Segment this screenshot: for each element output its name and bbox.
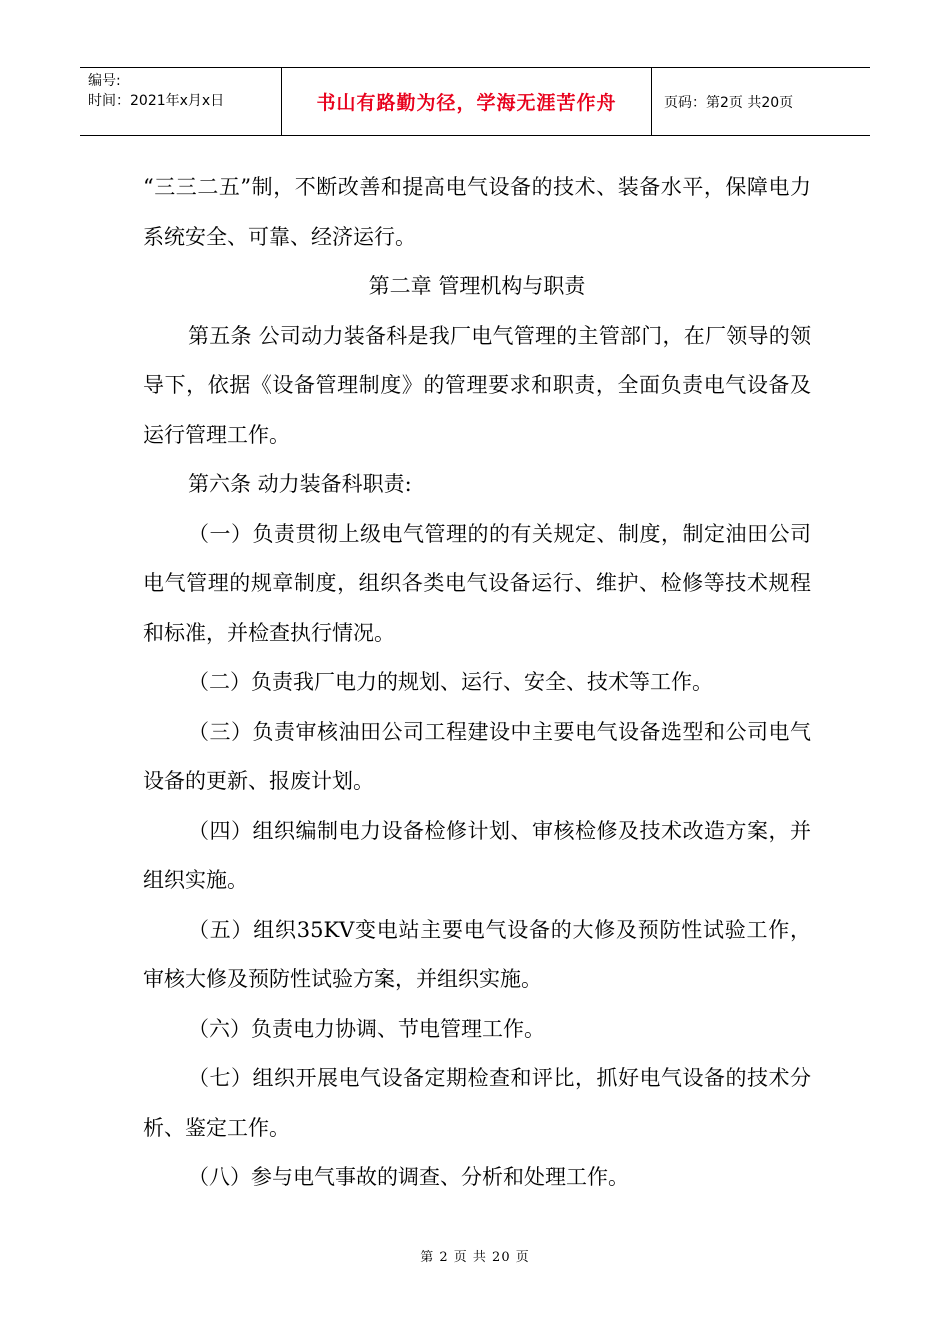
header-page-cell <box>652 68 870 135</box>
serial-number-label: 编号: <box>88 73 121 89</box>
motto-text: 书山有路勤为径，学海无涯苦作舟 <box>316 92 617 114</box>
paragraph: （一）负责贯彻上级电气管理的的有关规定、制度，制定油田公司电气管理的规章制度，组织各类电气设备运行、维护、检修等技术规程和标准，并检查执行情况。 <box>143 521 811 645</box>
document-header <box>80 67 870 136</box>
paragraph: 第六条 动力装备科职责: <box>188 472 412 496</box>
page-info: 页码：第2页 共20页 <box>664 94 794 111</box>
paragraph: （三）负责审核油田公司工程建设中主要电气设备选型和公司电气设备的更新、报废计划。 <box>143 719 811 793</box>
document-body <box>143 163 811 1203</box>
paragraph: （八）参与电气事故的调查、分析和处理工作。 <box>188 1165 629 1189</box>
paragraph: （七）组织开展电气设备定期检查和评比，抓好电气设备的技术分析、鉴定工作。 <box>143 1066 811 1140</box>
paragraph: （四）组织编制电力设备检修计划、审核检修及技术改造方案，并组织实施。 <box>143 818 811 892</box>
page-footer: 第 2 页 共 20 页 <box>420 1250 530 1265</box>
paragraph: 第五条 公司动力装备科是我厂电气管理的主管部门，在厂领导的领导下，依据《设备管理制度》的管理要求和职责，全面负责电气设备及运行管理工作。 <box>143 323 811 447</box>
paragraph: “三三二五”制，不断改善和提高电气设备的技术、装备水平，保障电力系统安全、可靠、经济运行。 <box>143 175 811 249</box>
header-meta-cell <box>80 68 282 135</box>
time-label: 时间：2021年x月x日 <box>88 93 225 109</box>
chapter-heading: 第二章 管理机构与职责 <box>368 274 586 298</box>
header-motto-cell <box>282 68 652 135</box>
paragraph: （六）负责电力协调、节电管理工作。 <box>188 1016 545 1041</box>
paragraph: （五）组织35KV变电站主要电气设备的大修及预防性试验工作，审核大修及预防性试验方案，并组织实施。 <box>143 917 811 991</box>
paragraph: （二）负责我厂电力的规划、运行、安全、技术等工作。 <box>188 670 713 694</box>
